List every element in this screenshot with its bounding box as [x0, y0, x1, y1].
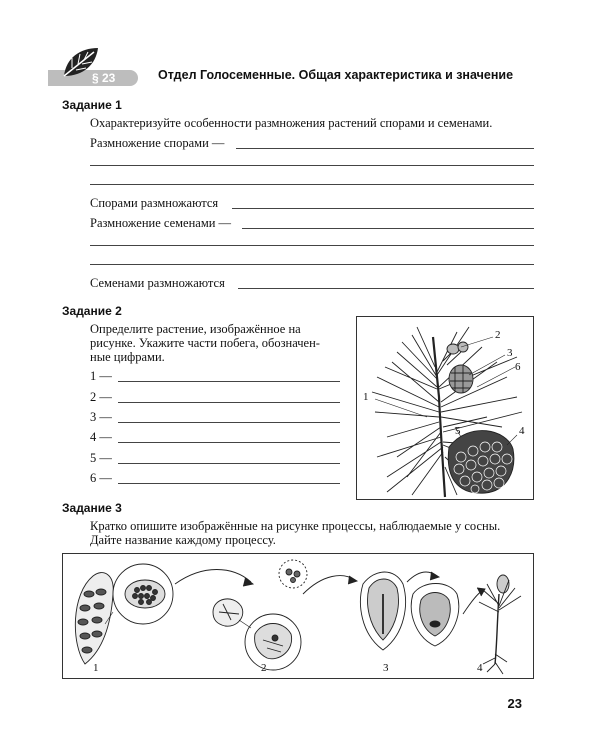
task3-instruction-line2: Дайте название каждому процессу.	[90, 533, 276, 547]
figure-label-2: 2	[495, 329, 501, 341]
answer-line[interactable]	[90, 264, 534, 265]
figure-label-4: 4	[519, 425, 525, 437]
answer-line[interactable]	[90, 184, 534, 185]
task1-heading: Задание 1	[62, 98, 122, 112]
task3-instruction-line1: Кратко опишите изображённые на рисунке процессы, наблюдаемые у сосны.	[90, 519, 501, 533]
answer-line[interactable]	[118, 442, 340, 443]
answer-line[interactable]	[118, 381, 340, 382]
answer-line[interactable]	[118, 422, 340, 423]
spores-plants-label: Спорами размножаются	[90, 196, 219, 210]
lifecycle-label-3: 3	[383, 662, 389, 674]
lifecycle-label-4: 4	[477, 662, 483, 674]
answer-line[interactable]	[118, 402, 340, 403]
page-title: Отдел Голосеменные. Общая характеристика и значение	[158, 68, 514, 82]
figure-label-6: 6	[515, 361, 521, 373]
answer-line[interactable]	[90, 245, 534, 246]
task2-instruction-line3: ные цифрами.	[90, 350, 165, 364]
answer-label-3: 3 —	[90, 410, 112, 424]
answer-line[interactable]	[242, 228, 534, 229]
seeds-reproduction-label: Размножение семенами —	[90, 216, 232, 230]
answer-line[interactable]	[232, 208, 534, 209]
lifecycle-label-2: 2	[261, 662, 267, 674]
answer-line[interactable]	[118, 463, 340, 464]
task2-instruction-line1: Определите растение, изображённое на	[90, 322, 301, 336]
section-number: § 23	[92, 71, 116, 85]
answer-label-1: 1 —	[90, 369, 112, 383]
answer-line[interactable]	[238, 288, 534, 289]
answer-label-6: 6 —	[90, 471, 112, 485]
pine-branch-illustration	[357, 317, 533, 499]
task2-instruction-line2: рисунке. Укажите части побега, обозначен-	[90, 336, 320, 350]
spores-reproduction-label: Размножение спорами —	[90, 136, 225, 150]
task2-heading: Задание 2	[62, 304, 122, 318]
seeds-plants-label: Семенами размножаются	[90, 276, 225, 290]
answer-label-2: 2 —	[90, 390, 112, 404]
answer-label-4: 4 —	[90, 430, 112, 444]
figure-label-3: 3	[507, 347, 513, 359]
figure-label-5: 5	[455, 425, 461, 437]
figure-label-1: 1	[363, 391, 369, 403]
lifecycle-label-1: 1	[93, 662, 99, 674]
page-number: 23	[507, 696, 522, 711]
answer-label-5: 5 —	[90, 451, 112, 465]
task1-instruction: Охарактеризуйте особенности размножения растений спорами и семенами.	[90, 116, 493, 130]
answer-line[interactable]	[236, 148, 534, 149]
pine-branch-figure	[356, 316, 534, 500]
pine-lifecycle-illustration	[63, 554, 533, 678]
answer-line[interactable]	[90, 165, 534, 166]
task3-heading: Задание 3	[62, 501, 122, 515]
pine-lifecycle-figure	[62, 553, 534, 679]
answer-line[interactable]	[118, 483, 340, 484]
